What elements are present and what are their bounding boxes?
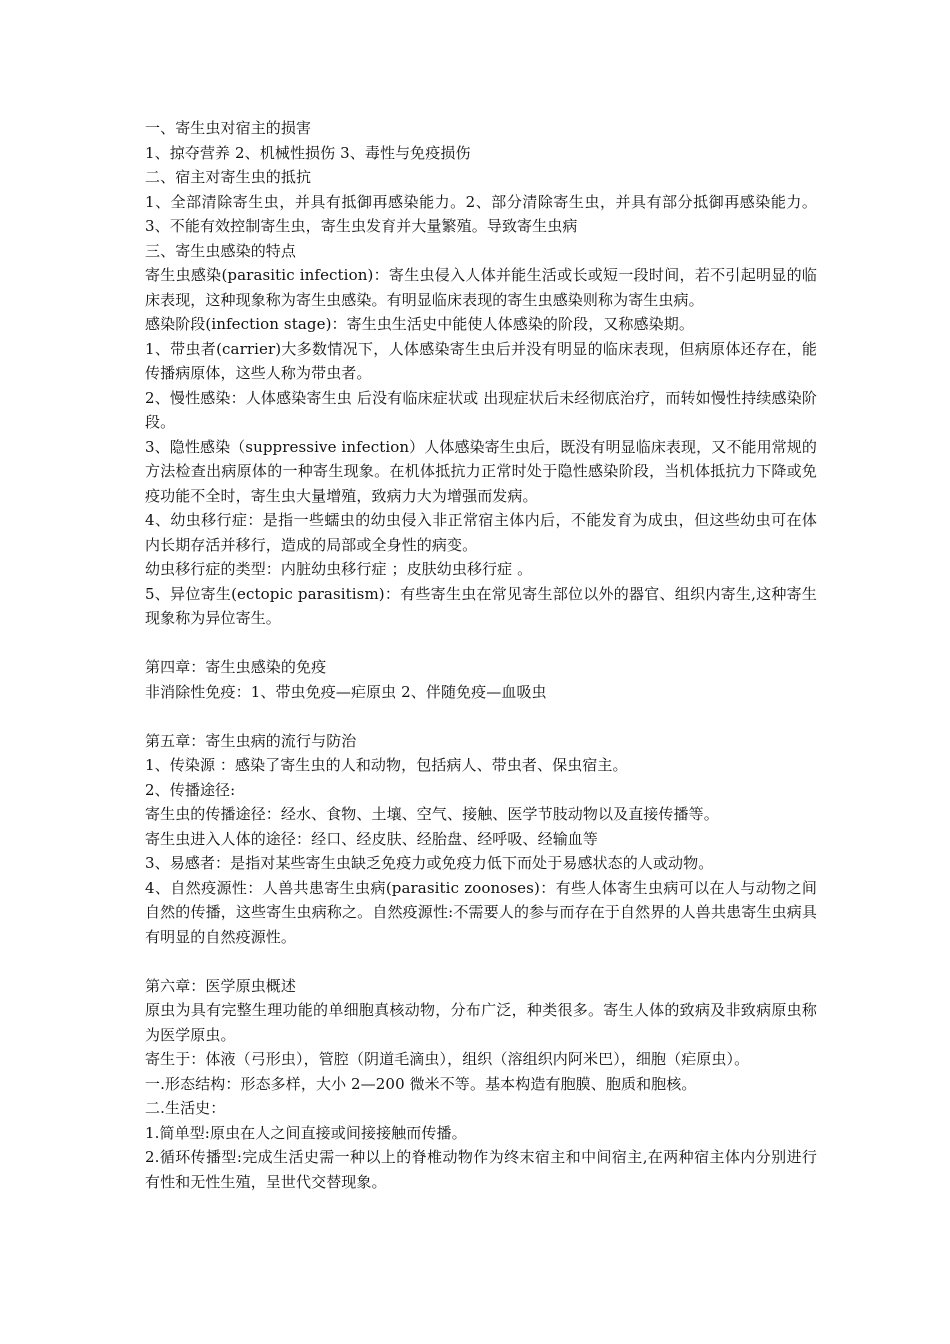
paragraph: 寄生于：体液（弓形虫），管腔（阴道毛滴虫），组织（溶组织内阿米巴），细胞（疟原虫）。 <box>145 1050 750 1068</box>
heading-resistance: 二、宿主对寄生虫的抵抗 <box>145 168 312 186</box>
paragraph: 3、易感者：是指对某些寄生虫缺乏免疫力或免疫力低下而处于易感状态的人或动物。 <box>145 854 714 872</box>
section-chapter-4 <box>145 655 817 704</box>
paragraph: 幼虫移行症的类型：内脏幼虫移行症 ；皮肤幼虫移行症 。 <box>145 560 533 578</box>
paragraph: 非消除性免疫：1、带虫免疫—疟原虫 2、伴随免疫—血吸虫 <box>145 682 547 701</box>
paragraph: 5、异位寄生(ectopic parasitism)：有些寄生虫在常见寄生部位以外的器官、组织内寄生,这种寄生现象称为异位寄生。 <box>145 584 817 627</box>
paragraph: 4、自然疫源性：人兽共患寄生虫病(parasitic zoonoses)：有些人体寄生虫病可以在人与动物之间自然的传播，这些寄生虫病称之。自然疫源性:不需要人的参与而存在于自然界的人兽共患寄生虫病具有明显的自然疫源性。 <box>145 878 817 946</box>
paragraph: 2、慢性感染：人体感染寄生虫 后没有临床症状或 出现症状后未经彻底治疗，而转如慢性持续感染阶段。 <box>145 388 817 431</box>
section-chapter-5 <box>145 729 817 950</box>
paragraph: 寄生虫进入人体的途径：经口、经皮肤、经胎盘、经呼吸、经输血等 <box>145 829 599 848</box>
spacer <box>145 631 817 656</box>
paragraph: 感染阶段(infection stage)：寄生虫生活史中能使人体感染的阶段，又称感染期。 <box>145 315 694 333</box>
section-chapter-6 <box>145 974 817 1195</box>
paragraph: 一.形态结构：形态多样，大小 2—200 微米不等。基本构造有胞膜、胞质和胞核。 <box>145 1074 697 1093</box>
section-parasite-host <box>145 116 817 631</box>
paragraph: 1、掠夺营养 2、机械性损伤 3、毒性与免疫损伤 <box>145 143 471 162</box>
paragraph: 1.简单型:原虫在人之间直接或间接接触而传播。 <box>145 1123 467 1142</box>
paragraph: 原虫为具有完整生理功能的单细胞真核动物，分布广泛，种类很多。寄生人体的致病及非致病原虫称为医学原虫。 <box>145 1001 817 1044</box>
paragraph: 二.生活史： <box>145 1099 226 1117</box>
document-body <box>145 116 817 1194</box>
chapter-4-title: 第四章：寄生虫感染的免疫 <box>145 658 327 676</box>
spacer <box>145 949 817 974</box>
paragraph: 3、隐性感染（suppressive infection）人体感染寄生虫后，既没有明显临床表现，又不能用常规的方法检查出病原体的一种寄生现象。在机体抵抗力正常时处于隐性感染阶段，当机体抵抗力下降或免疫功能不全时，寄生虫大量增殖，致病力大为增强而发病。 <box>145 437 817 505</box>
heading-infection-features: 三、寄生虫感染的特点 <box>145 241 297 260</box>
paragraph: 2.循环传播型:完成生活史需一种以上的脊椎动物作为终末宿主和中间宿主,在两种宿主体内分别进行有性和无性生殖，呈世代交替现象。 <box>145 1148 817 1191</box>
chapter-5-title: 第五章：寄生虫病的流行与防治 <box>145 731 357 750</box>
paragraph: 寄生虫的传播途径：经水、食物、土壤、空气、接触、医学节肢动物以及直接传播等。 <box>145 805 719 823</box>
spacer <box>145 704 817 729</box>
paragraph: 1、传染源 ：感染了寄生虫的人和动物，包括病人、带虫者、保虫宿主。 <box>145 756 628 774</box>
chapter-6-title: 第六章：医学原虫概述 <box>145 976 297 995</box>
paragraph: 1、带虫者(carrier)大多数情况下，人体感染寄生虫后并没有明显的临床表现，但病原体还存在，能传播病原体，这些人称为带虫者。 <box>145 339 817 382</box>
paragraph: 1、全部清除寄生虫，并具有抵御再感染能力。2、部分清除寄生虫，并具有部分抵御再感染能力。3、不能有效控制寄生虫，寄生虫发育并大量繁殖。导致寄生虫病 <box>145 192 817 235</box>
heading-damage: 一、寄生虫对宿主的损害 <box>145 119 312 137</box>
paragraph: 寄生虫感染(parasitic infection)：寄生虫侵入人体并能生活或长或短一段时间，若不引起明显的临床表现，这种现象称为寄生虫感染。有明显临床表现的寄生虫感染则称为寄生虫病。 <box>145 266 817 309</box>
paragraph: 4、幼虫移行症：是指一些蠕虫的幼虫侵入非正常宿主体内后，不能发育为成虫，但这些幼虫可在体内长期存活并移行，造成的局部或全身性的病变。 <box>145 511 817 554</box>
paragraph: 2、传播途径: <box>145 780 236 799</box>
